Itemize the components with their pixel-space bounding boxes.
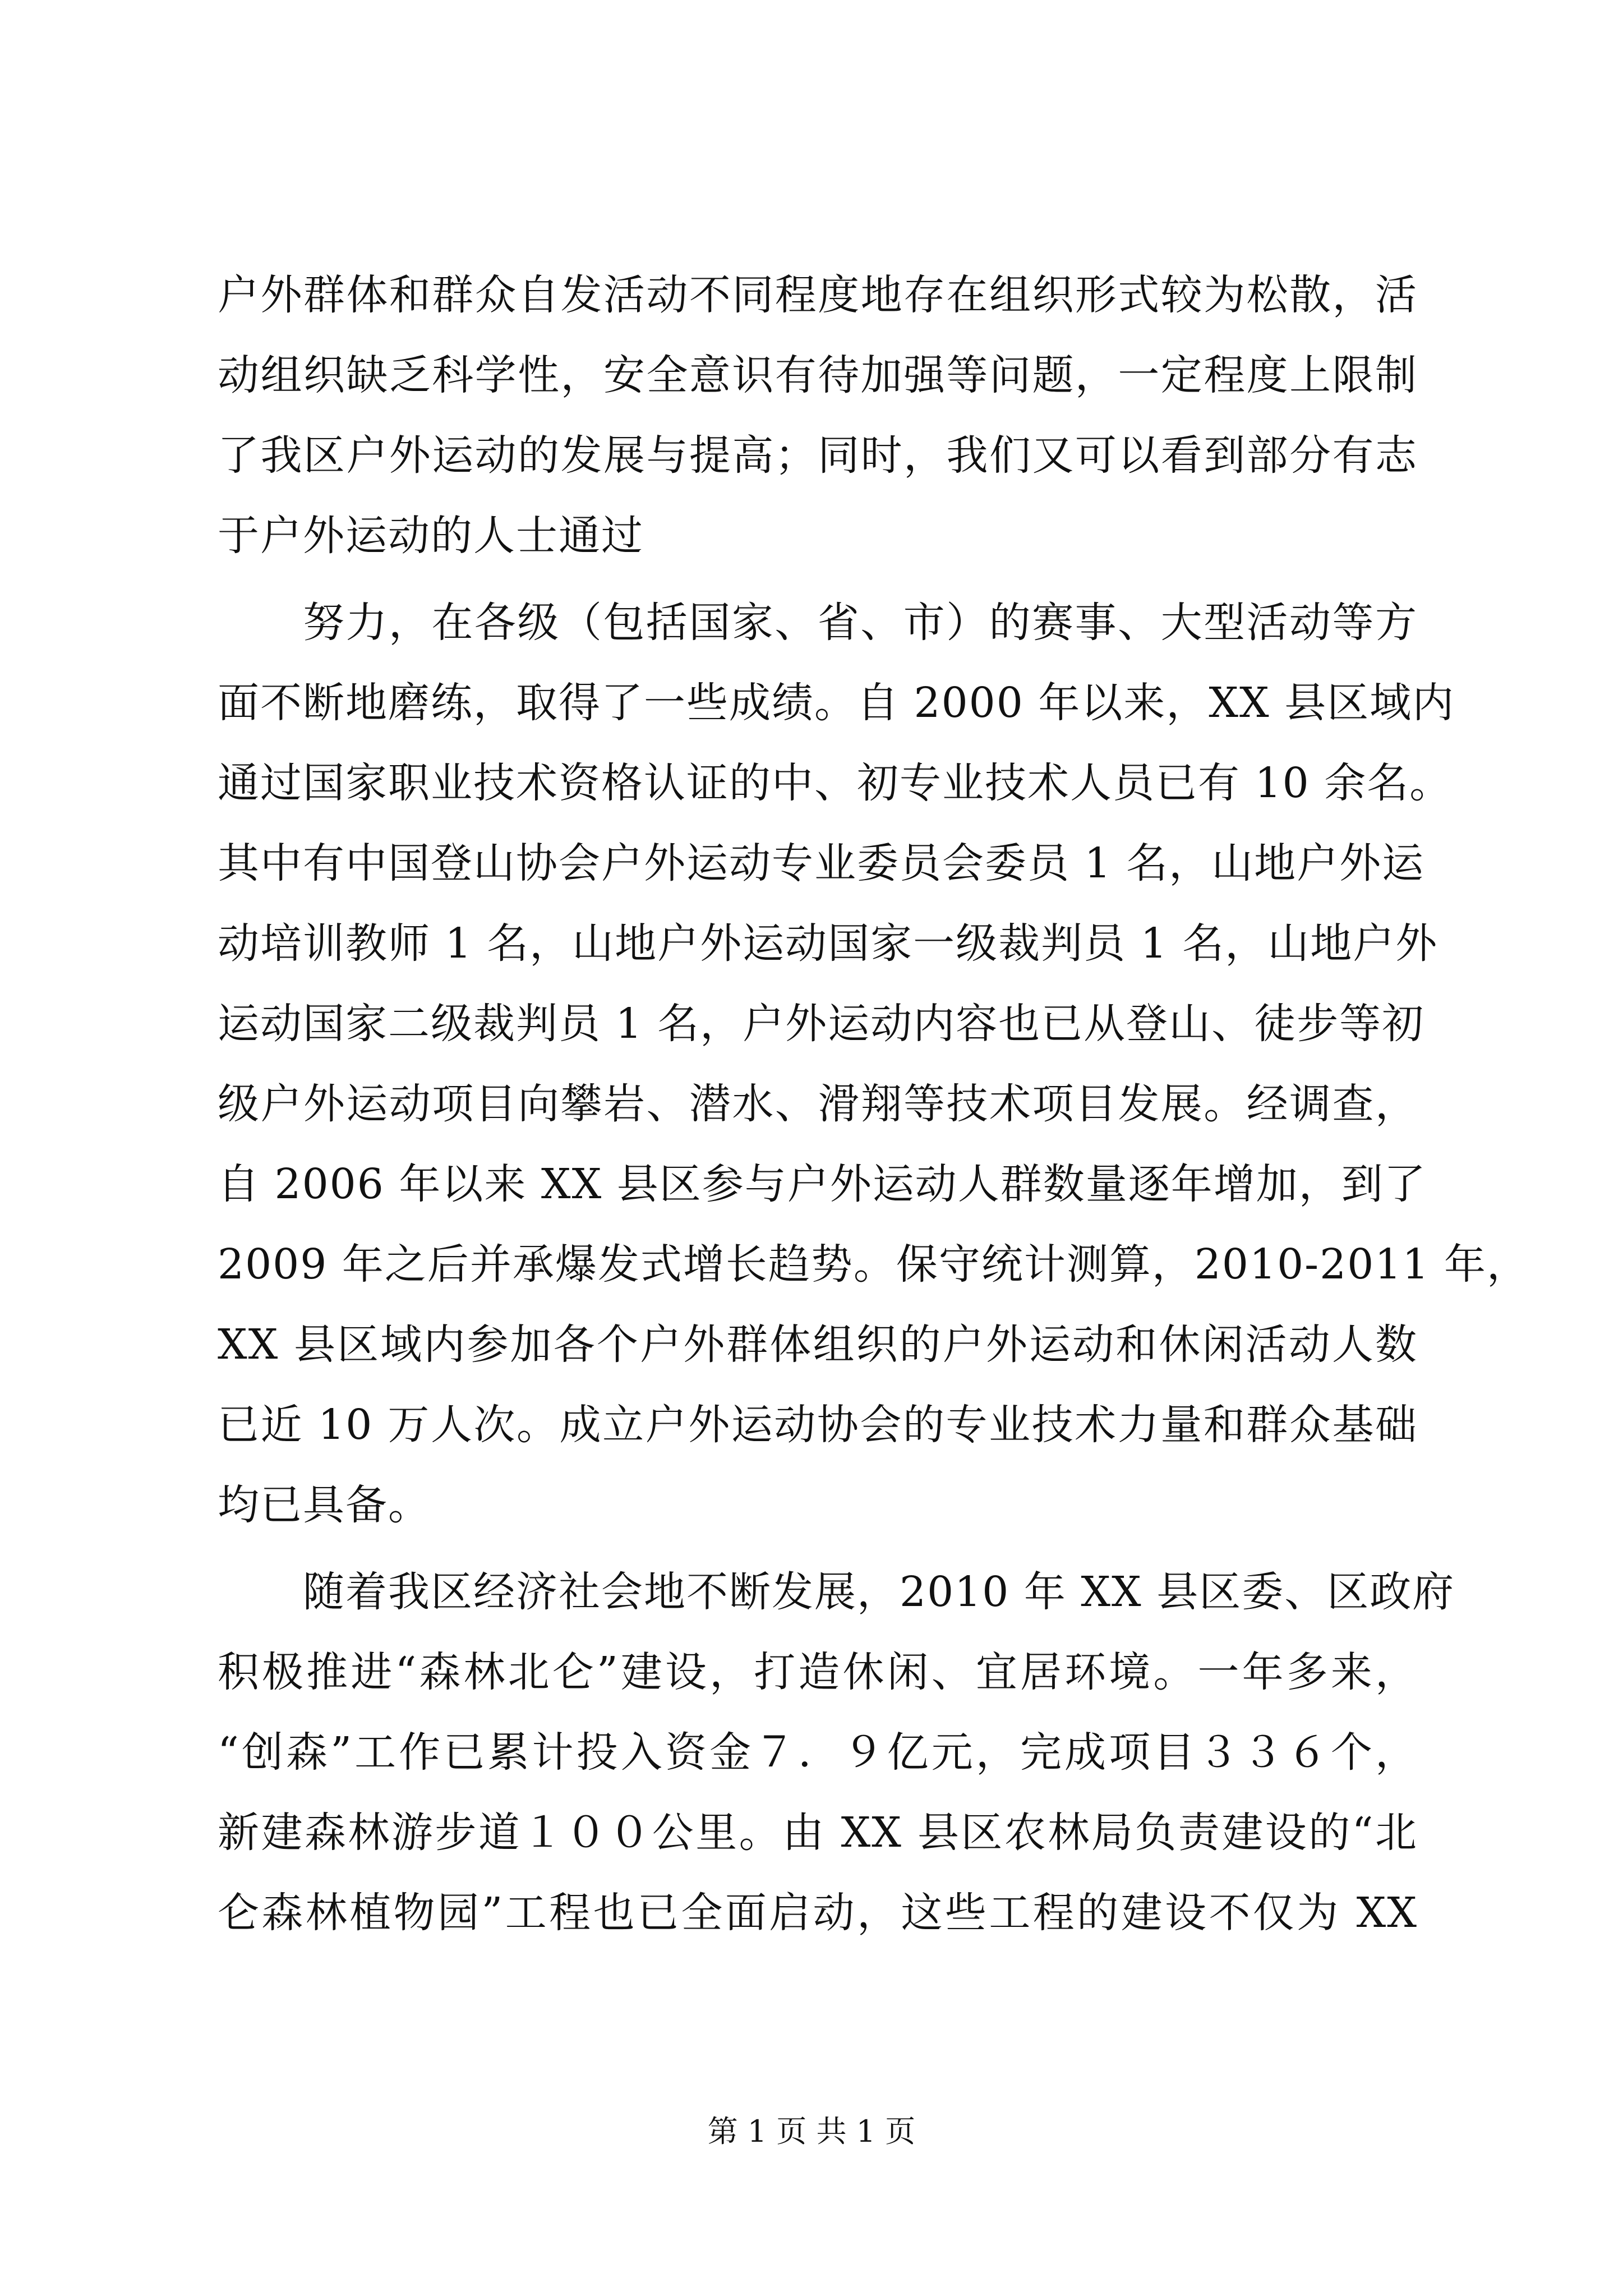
paragraph-2 <box>218 583 1530 1545</box>
page-number-label: 第 1 页 共 1 页 <box>707 2114 916 2149</box>
text-line: 于户外运动的人士通过 <box>218 512 644 560</box>
text-line: 随着我区经济社会地不断发展，2010 年 XX 县区委、区政府 <box>303 1568 1455 1616</box>
text-line: 已近 10 万人次。成立户外运动协会的专业技术力量和群众基础 <box>218 1401 1418 1449</box>
text-line: 户外群体和群众自发活动不同程度地存在组织形式较为松散，活 <box>218 271 1418 319</box>
text-line: 动组织缺乏科学性，安全意识有待加强等问题，一定程度上限制 <box>218 351 1418 399</box>
text-line: 均已具备。 <box>218 1481 431 1529</box>
text-line: 仑森林植物园”工程也已全面启动，这些工程的建设不仅为 XX <box>218 1889 1418 1937</box>
text-line: 通过国家职业技术资格认证的中、初专业技术人员已有 10 余名。 <box>218 759 1453 807</box>
text-line: 自 2006 年以来 XX 县区参与户外运动人群数量逐年增加，到了 <box>218 1160 1427 1208</box>
page-footer <box>0 2112 1623 2151</box>
text-line: 级户外运动项目向攀岩、潜水、滑翔等技术项目发展。经调查， <box>218 1080 1418 1128</box>
document-body <box>218 255 1530 1953</box>
text-line: XX 县区域内参加各个户外群体组织的户外运动和休闲活动人数 <box>218 1320 1418 1369</box>
text-line: 积极推进“森林北仑”建设，打造休闲、宜居环境。一年多来， <box>218 1648 1418 1696</box>
text-line: 运动国家二级裁判员 1 名，户外运动内容也已从登山、徒步等初 <box>218 1000 1425 1048</box>
text-line: 面不断地磨练，取得了一些成绩。自 2000 年以来，XX 县区域内 <box>218 679 1455 727</box>
text-line: 了我区户外运动的发展与提高；同时，我们又可以看到部分有志 <box>218 431 1418 480</box>
text-line: 其中有中国登山协会户外运动专业委员会委员 1 名，山地户外运 <box>218 839 1425 887</box>
text-line: 动培训教师 1 名，山地户外运动国家一级裁判员 1 名，山地户外 <box>218 919 1438 968</box>
text-line: 新建森林游步道１００公里。由 XX 县区农林局负责建设的“北 <box>218 1809 1418 1857</box>
paragraph-3 <box>218 1552 1455 1953</box>
text-line: 2009 年之后并承爆发式增长趋势。保守统计测算，2010-2011 年， <box>218 1240 1530 1289</box>
paragraph-1 <box>218 255 1418 576</box>
text-line: “创森”工作已累计投入资金７．９亿元，完成项目３３６个， <box>218 1728 1418 1777</box>
text-line: 努力，在各级（包括国家、省、市）的赛事、大型活动等方 <box>303 599 1418 647</box>
